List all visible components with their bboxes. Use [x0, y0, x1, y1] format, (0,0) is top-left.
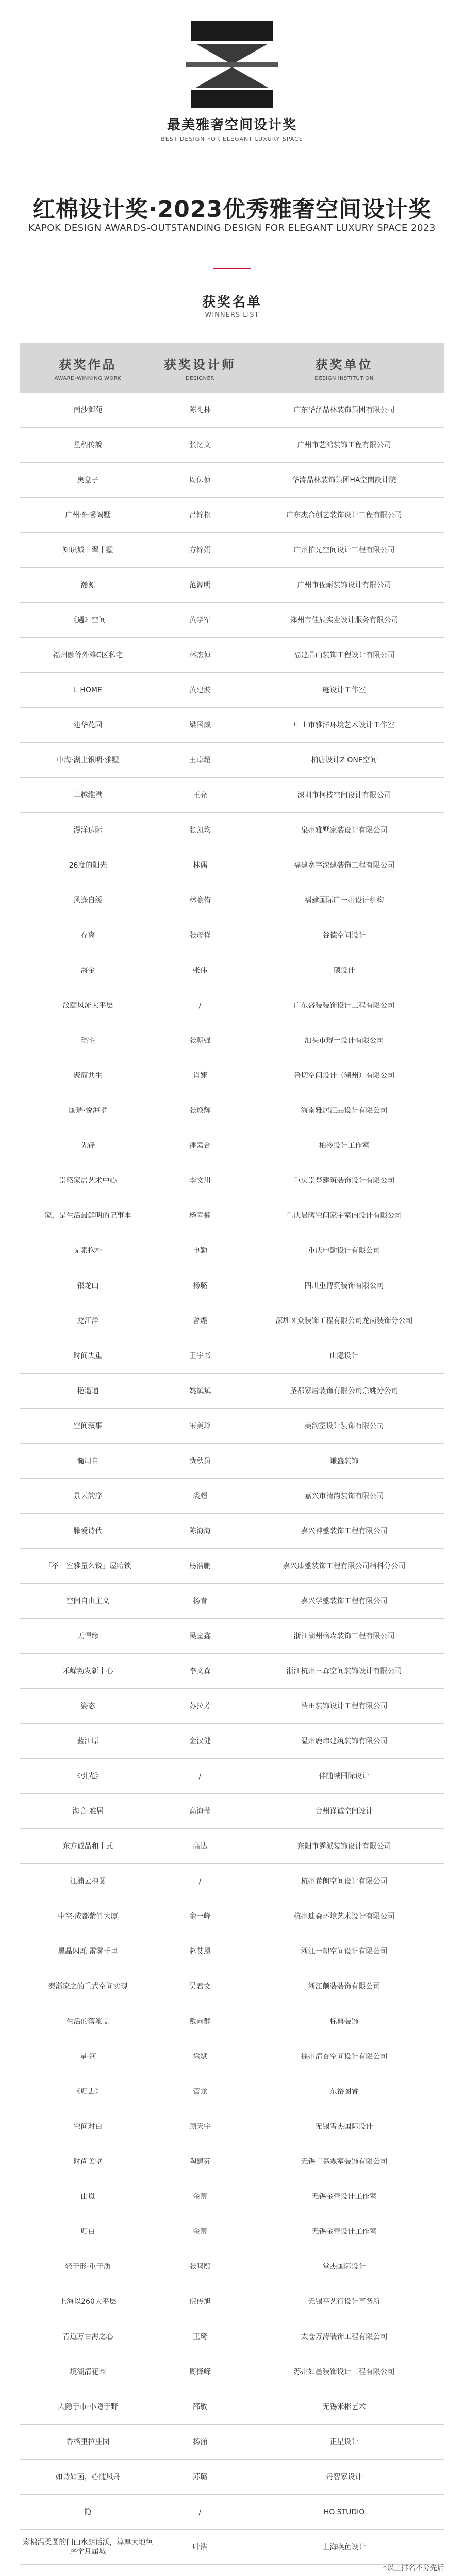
table-row	[20, 1969, 444, 2004]
cell-work: 艳遥通	[77, 1386, 99, 1395]
column-header-work-zh: 获奖作品	[59, 358, 117, 372]
cell-work: 26度的阳光	[69, 861, 107, 870]
cell-designer: 张凯均	[189, 826, 211, 835]
cell-designer: 申勤	[193, 1246, 207, 1255]
cell-designer: 潘嘉合	[189, 1141, 211, 1150]
cell-designer: 林杰倬	[189, 651, 211, 659]
cell-work: 建华花园	[73, 721, 103, 730]
cell-institution: 徐州清杏空间设计有限公司	[301, 2052, 388, 2061]
cell-institution: 浙江杭州三森空间装饰设计有限公司	[286, 1667, 402, 1675]
table-row	[20, 1023, 444, 1058]
cell-work: 龙江洋	[77, 1316, 99, 1325]
cell-work: 星·河	[79, 2052, 96, 2061]
table-row	[20, 673, 444, 708]
cell-designer: 王卓超	[189, 756, 211, 765]
cell-designer: 周择峰	[189, 2367, 211, 2376]
table-row	[20, 533, 444, 568]
table-row	[20, 568, 444, 603]
cell-institution: 重庆申勤设计有限公司	[308, 1246, 380, 1255]
cell-work: 广州·轩馨阁墅	[65, 511, 111, 519]
cell-institution: 广东华泽晶林装饰集团有限公司	[293, 405, 395, 414]
cell-designer: /	[198, 1877, 202, 1886]
cell-work: 「举一室雅量么锐」屋哈锁	[44, 1562, 131, 1570]
winners-table	[20, 343, 444, 2576]
column-header-institution-zh: 获奖单位	[315, 358, 373, 372]
cell-designer: 苏拉芳	[189, 1702, 211, 1710]
cell-work: 上海以260大平层	[59, 2297, 117, 2306]
table-row	[20, 1338, 444, 1374]
cell-designer: 范源明	[189, 581, 211, 589]
cell-designer: 杨青	[193, 1597, 207, 1605]
cell-work: 海音·雅居	[72, 1807, 104, 1816]
cell-institution: 深圳圆众装饰工程有限公司龙岗装饰分公司	[275, 1316, 413, 1325]
table-row	[20, 428, 444, 463]
cell-institution: 浩田装饰设计工程有限公司	[301, 1702, 388, 1710]
cell-designer: 曾煌	[193, 1316, 207, 1325]
cell-designer: 黄建波	[189, 686, 211, 694]
cell-designer: /	[198, 1001, 202, 1010]
cell-designer: 邵敏	[193, 2402, 207, 2411]
cell-institution: 正星设计	[329, 2437, 359, 2446]
cell-work: 琨宅	[80, 1036, 95, 1045]
cell-work: 天悍缘	[77, 1632, 99, 1640]
cell-institution: 温州鹿炜建筑装饰有限公司	[301, 1737, 388, 1745]
cell-designer: 高海莹	[189, 1807, 211, 1816]
table-row	[20, 1093, 444, 1128]
cell-work: 福州融侨外滩C区私宅	[53, 651, 123, 659]
cell-work: 聚简共生	[73, 1071, 103, 1080]
table-row	[20, 1374, 444, 1409]
cell-designer: 金蕾	[193, 2227, 207, 2236]
page-title: 红棉设计奖·2023优秀雅奢空间设计奖	[32, 196, 432, 223]
cell-designer: 周伝侦	[189, 476, 211, 484]
column-header-designer	[156, 354, 244, 381]
cell-work: 景云韵序	[73, 1492, 103, 1500]
cell-institution: 无锡雪杰国际设计	[315, 2122, 373, 2131]
table-row	[20, 1829, 444, 1864]
cell-institution: 无锡金蕾设计工作室	[311, 2227, 377, 2236]
table-row	[20, 2004, 444, 2039]
table-row	[20, 743, 444, 778]
table-row	[20, 2389, 444, 2425]
cell-designer: 杨璐	[193, 1281, 207, 1290]
cell-designer: 裘超	[193, 1492, 207, 1500]
table-row	[20, 848, 444, 883]
cell-work: L HOME	[74, 686, 102, 694]
table-row	[20, 1303, 444, 1338]
cell-work: 《引光》	[73, 1772, 103, 1781]
table-row	[20, 393, 444, 428]
table-row	[20, 638, 444, 673]
cell-work: 大隐于市·小隐于野	[58, 2402, 118, 2411]
table-row	[20, 1444, 444, 1479]
table-row	[20, 918, 444, 953]
cell-designer: 方锦娟	[189, 546, 211, 554]
cell-work: 《遇》空间	[70, 616, 106, 624]
cell-designer: 林瞻侑	[189, 896, 211, 905]
cell-designer: 金汉健	[189, 1737, 211, 1745]
table-row	[20, 1128, 444, 1163]
cell-institution: 山隐设计	[329, 1351, 359, 1360]
cell-work: 星稠传說	[73, 440, 103, 449]
cell-work: 江浦云掠图	[70, 1877, 106, 1886]
table-header	[20, 343, 444, 393]
table-row	[20, 1549, 444, 1584]
table-row	[20, 1584, 444, 1619]
cell-designer: 苏璐	[193, 2472, 207, 2481]
cell-institution: 鹅设计	[333, 966, 355, 975]
table-row	[20, 1759, 444, 1794]
table-row	[20, 1233, 444, 1268]
cell-work: 空间叙事	[73, 1421, 103, 1430]
table-row	[20, 1689, 444, 1724]
award-logo-title: 最美雅奢空间设计奖	[167, 117, 297, 133]
cell-institution: 福建晶山装饰工程设计有限公司	[293, 651, 395, 659]
cell-institution: 广东杰合创艺装饰设计工程有限公司	[286, 511, 402, 519]
cell-work: 崇略家居艺术中心	[59, 1176, 117, 1185]
column-header-work-en: AWARD-WINNING WORK	[54, 376, 122, 381]
column-header-designer-zh: 获奖设计师	[164, 358, 236, 372]
cell-designer: 戴向群	[189, 2017, 211, 2026]
table-row	[20, 1864, 444, 1899]
table-row	[20, 1268, 444, 1303]
cell-institution: 圣都家居装饰有限公司余姚分公司	[290, 1386, 399, 1395]
cell-institution: 柏冷设计工作室	[319, 1141, 370, 1150]
cell-work: 姿态	[80, 1702, 95, 1710]
cell-work: 香格里拉庄园	[66, 2437, 110, 2446]
cell-institution: 美韵室设计装饰有限公司	[304, 1421, 384, 1430]
cell-work: 知识城丨翠中墅	[62, 546, 113, 554]
cell-designer: 张鸣熙	[189, 2262, 211, 2271]
column-header-institution	[244, 354, 444, 381]
cell-work: 中海·湖上银明·雅墅	[57, 756, 119, 765]
cell-work: 海金	[80, 966, 95, 975]
winners-list-title: 获奖名单	[202, 295, 262, 310]
table-body	[20, 393, 444, 2576]
cell-designer: 倪传旭	[189, 2297, 211, 2306]
cell-institution: 嘉兴市清韵装饰有限公司	[304, 1492, 384, 1500]
cell-designer: 王琦	[193, 2332, 207, 2341]
cell-designer: 杨浩鹏	[189, 1562, 211, 1570]
cell-institution: 浙江湖州格森装饰工程有限公司	[293, 1632, 395, 1640]
table-row	[20, 1654, 444, 1689]
cell-work: 卓越维港	[73, 791, 103, 800]
table-row	[20, 1198, 444, 1233]
cell-designer: 叶浩	[193, 2543, 207, 2551]
cell-institution: 杭州希朗空间设计有限公司	[301, 1877, 388, 1886]
table-row	[20, 778, 444, 813]
cell-designer: 金蕾	[193, 2192, 207, 2201]
table-row	[20, 2495, 444, 2530]
cell-work: 家，是生活最鲜明的记事本	[44, 1211, 131, 1220]
cell-institution: 华涛晶林装饰集团HA空間設计院	[292, 476, 396, 484]
cell-designer: 张焕辉	[189, 1106, 211, 1115]
table-row	[20, 953, 444, 988]
title-divider	[213, 268, 251, 269]
cell-work: 隐	[84, 2507, 92, 2516]
cell-institution: 鲁切空间设计（潮州）有限公司	[293, 1071, 395, 1080]
cell-institution: 上海唤鱼设计	[322, 2543, 366, 2551]
cell-institution: 福建国际广一州设计机构	[304, 896, 384, 905]
cell-institution: 广州拍光空间设计工程有限公司	[293, 546, 395, 554]
cell-work: 髓周自	[77, 1456, 99, 1465]
cell-designer: 吕锦松	[189, 511, 211, 519]
cell-work: 禾嵘勃发新中心	[62, 1667, 113, 1675]
table-row	[20, 2530, 444, 2565]
cell-designer: 徐斌	[193, 2052, 207, 2061]
cell-designer: 陶建芬	[189, 2157, 211, 2166]
cell-work: 奥盒子	[77, 476, 99, 484]
cell-designer: 管龙	[193, 2087, 207, 2096]
column-header-institution-en: DESIGN INSTITUTION	[314, 376, 374, 381]
cell-work: 国瑞·悦海墅	[69, 1106, 107, 1115]
cell-designer: 李文川	[189, 1176, 211, 1185]
cell-work: 漫洋边际	[73, 826, 103, 835]
award-emblem-icon	[186, 21, 278, 108]
cell-designer: 赵艾恩	[189, 1947, 211, 1956]
cell-institution: 海南雅居汇品设计有限公司	[301, 1106, 388, 1115]
table-row	[20, 1794, 444, 1829]
table-row	[20, 463, 444, 498]
cell-designer: 张忆文	[189, 440, 211, 449]
cell-designer: 王宇书	[189, 1351, 211, 1360]
cell-designer: 肖婕	[193, 1071, 207, 1080]
table-row	[20, 813, 444, 848]
cell-designer: /	[198, 2507, 202, 2516]
table-row	[20, 883, 444, 918]
cell-institution: 重庆晨曦空间家宇室内设计有限公司	[286, 1211, 402, 1220]
cell-work: 归白	[80, 2227, 95, 2236]
cell-work: 南沙御苑	[73, 405, 103, 414]
cell-designer: 李文森	[189, 1667, 211, 1675]
cell-work: 东方诚品和中式	[62, 1842, 113, 1851]
cell-work: 秦渐家之的重式空间实现	[48, 1982, 128, 1991]
table-row	[20, 2144, 444, 2179]
cell-work: 存离	[80, 931, 95, 940]
cell-designer: 陈海海	[189, 1527, 211, 1535]
cell-institution: 东阳市霆派装饰设计有限公司	[297, 1842, 391, 1851]
cell-work: 《归去》	[73, 2087, 103, 2096]
cell-work: 青道万古海之心	[62, 2332, 113, 2341]
cell-designer: 林偶	[193, 861, 207, 870]
column-header-work	[20, 354, 156, 381]
cell-designer: 吴皇鑫	[189, 1632, 211, 1640]
cell-work: 山岚	[80, 2192, 95, 2201]
cell-institution: 中山市雅洋环境艺术设计工作室	[293, 721, 395, 730]
cell-designer: 张伟	[193, 966, 207, 975]
table-row	[20, 1724, 444, 1759]
cell-designer: 张朝强	[189, 1036, 211, 1045]
cell-designer: 陈礼林	[189, 405, 211, 414]
table-row	[20, 2249, 444, 2284]
cell-work: 时间失重	[73, 1351, 103, 1360]
cell-work: 汶颐风流大平层	[62, 1001, 113, 1010]
cell-work: 如诗如画，心随风舟	[55, 2472, 121, 2481]
cell-designer: 高达	[193, 1842, 207, 1851]
cell-designer: 宋美玲	[189, 1421, 211, 1430]
table-row	[20, 1899, 444, 1934]
cell-institution: 东裕图睿	[329, 2087, 359, 2096]
cell-institution: 丹智家设计	[326, 2472, 362, 2481]
award-logo-subtitle: BEST DESIGN FOR ELEGANT LUXURY SPACE	[161, 135, 303, 142]
cell-institution: 嘉兴神盛装饰工程有限公司	[301, 1527, 388, 1535]
cell-designer: 张母祥	[189, 931, 211, 940]
cell-institution: 浙江颠装装饰有限公司	[308, 1982, 380, 1991]
cell-work: 见素抱朴	[73, 1246, 103, 1255]
cell-institution: 汕头市琨一设计有限公司	[304, 1036, 384, 1045]
table-row	[20, 1514, 444, 1549]
cell-work: 蓝江原	[77, 1737, 99, 1745]
table-row	[20, 2074, 444, 2109]
cell-institution: 浙江一帜空间设计有限公司	[301, 1947, 388, 1956]
cell-institution: 堂杰国际设计	[322, 2262, 366, 2271]
cell-designer: /	[198, 1772, 202, 1781]
cell-work: 银龙山	[77, 1281, 99, 1290]
cell-institution: 庭设计工作室	[322, 686, 366, 694]
table-row	[20, 2354, 444, 2389]
cell-institution: 谦盛装饰	[329, 1456, 359, 1465]
table-row	[20, 2109, 444, 2144]
table-row	[20, 2460, 444, 2495]
cell-institution: 重庆崇楚建筑装饰设计有限公司	[293, 1176, 395, 1185]
cell-institution: 太仓万涛装饰工程有限公司	[301, 2332, 388, 2341]
table-row	[20, 1163, 444, 1198]
cell-institution: 嘉兴学盛装饰工程有限公司	[301, 1597, 388, 1605]
cell-work: 时尚美墅	[73, 2157, 103, 2166]
table-row	[20, 2179, 444, 2214]
cell-work: 先锋	[80, 1141, 95, 1150]
footnote: *以上排名不分先后	[383, 2564, 444, 2572]
cell-work: 朦爱诗代	[73, 1527, 103, 1535]
cell-designer: 杨涌	[193, 2437, 207, 2446]
cell-institution: 嘉兴康盛装饰工程有限公司精科分公司	[283, 1562, 406, 1570]
cell-work: 生活的落笔盖	[66, 2017, 110, 2026]
table-row	[20, 1409, 444, 1444]
cell-institution: 无锡平艺行设计事务所	[308, 2297, 380, 2306]
table-row	[20, 2039, 444, 2074]
winners-list-subtitle: WINNERS LIST	[205, 311, 259, 319]
table-row	[20, 1058, 444, 1093]
cell-institution: 郑州市佳辰实业设计服务有限公司	[290, 616, 399, 624]
cell-designer: 吴君文	[189, 1982, 211, 1991]
cell-institution: 柏唐设计Z ONE空间	[311, 756, 377, 765]
cell-work: 境湖清花园	[70, 2367, 106, 2376]
table-row	[20, 498, 444, 533]
cell-institution: 苏州如墨装饰设计工程有限公司	[293, 2367, 395, 2376]
cell-designer: 姚斌斌	[189, 1386, 211, 1395]
cell-work: 彩棉温柔圆的门山水朗话沃，淳厚大地色序学月届城	[23, 2538, 153, 2556]
cell-work: 空间自由主义	[66, 1597, 110, 1605]
cell-institution: 深圳市柯枝空间设计有限公司	[297, 791, 391, 800]
cell-institution: 无锡市慕霖室装饰有限公司	[301, 2157, 388, 2166]
award-logo	[0, 21, 464, 142]
cell-institution: 广州市佐耐装饰设计有限公司	[297, 581, 391, 589]
cell-designer: 王亮	[193, 791, 207, 800]
table-row	[20, 1934, 444, 1969]
table-row	[20, 2319, 444, 2354]
cell-institution: 杭州迪森环境艺术设计有限公司	[293, 1912, 395, 1921]
cell-designer: 杨喜楠	[189, 1211, 211, 1220]
table-row	[20, 708, 444, 743]
cell-institution: 福建宽宇深建装饰工程有限公司	[293, 861, 395, 870]
cell-institution: 标典装饰	[329, 2017, 359, 2026]
table-row	[20, 2214, 444, 2249]
cell-institution: 无锡米彬艺术	[322, 2402, 366, 2411]
cell-work: 空间对白	[73, 2122, 103, 2131]
cell-work: 瀚源	[80, 581, 95, 589]
cell-institution: 广州市艺鸿装饰工程有限公司	[297, 440, 391, 449]
cell-work: 黑晶闪烁 雷雾千里	[58, 1947, 118, 1956]
table-row	[20, 2425, 444, 2460]
cell-institution: 伴随城国际设计	[319, 1772, 370, 1781]
cell-designer: 黄学军	[189, 616, 211, 624]
cell-institution: HO STUDIO	[323, 2507, 365, 2516]
table-row	[20, 1619, 444, 1654]
cell-designer: 金一峰	[189, 1912, 211, 1921]
cell-institution: 四川重博筑装饰有限公司	[304, 1281, 384, 1290]
page-subtitle: KAPOK DESIGN AWARDS-OUTSTANDING DESIGN FOR ELEGANT LUXURY SPACE 2023	[28, 223, 436, 233]
cell-designer: 梁国威	[189, 721, 211, 730]
cell-designer: 费秋员	[189, 1456, 211, 1465]
table-row	[20, 988, 444, 1023]
cell-institution: 泉州雅墅家装设计有限公司	[301, 826, 388, 835]
cell-institution: 台州谨诚空间设计	[315, 1807, 373, 1816]
table-row	[20, 1479, 444, 1514]
cell-institution: 广东盛装装饰设计工程有限公司	[293, 1001, 395, 1010]
table-row	[20, 2284, 444, 2319]
cell-work: 中空·成都紫竹大厦	[58, 1912, 118, 1921]
cell-designer: 顾天宇	[189, 2122, 211, 2131]
cell-institution: 无锡金蕾设计工作室	[311, 2192, 377, 2201]
table-row	[20, 603, 444, 638]
cell-work: 轻于形·重于质	[65, 2262, 111, 2271]
cell-work: 风逢自缓	[73, 896, 103, 905]
column-header-designer-en: DESIGNER	[186, 376, 214, 381]
cell-institution: 谷德空间设计	[322, 931, 366, 940]
